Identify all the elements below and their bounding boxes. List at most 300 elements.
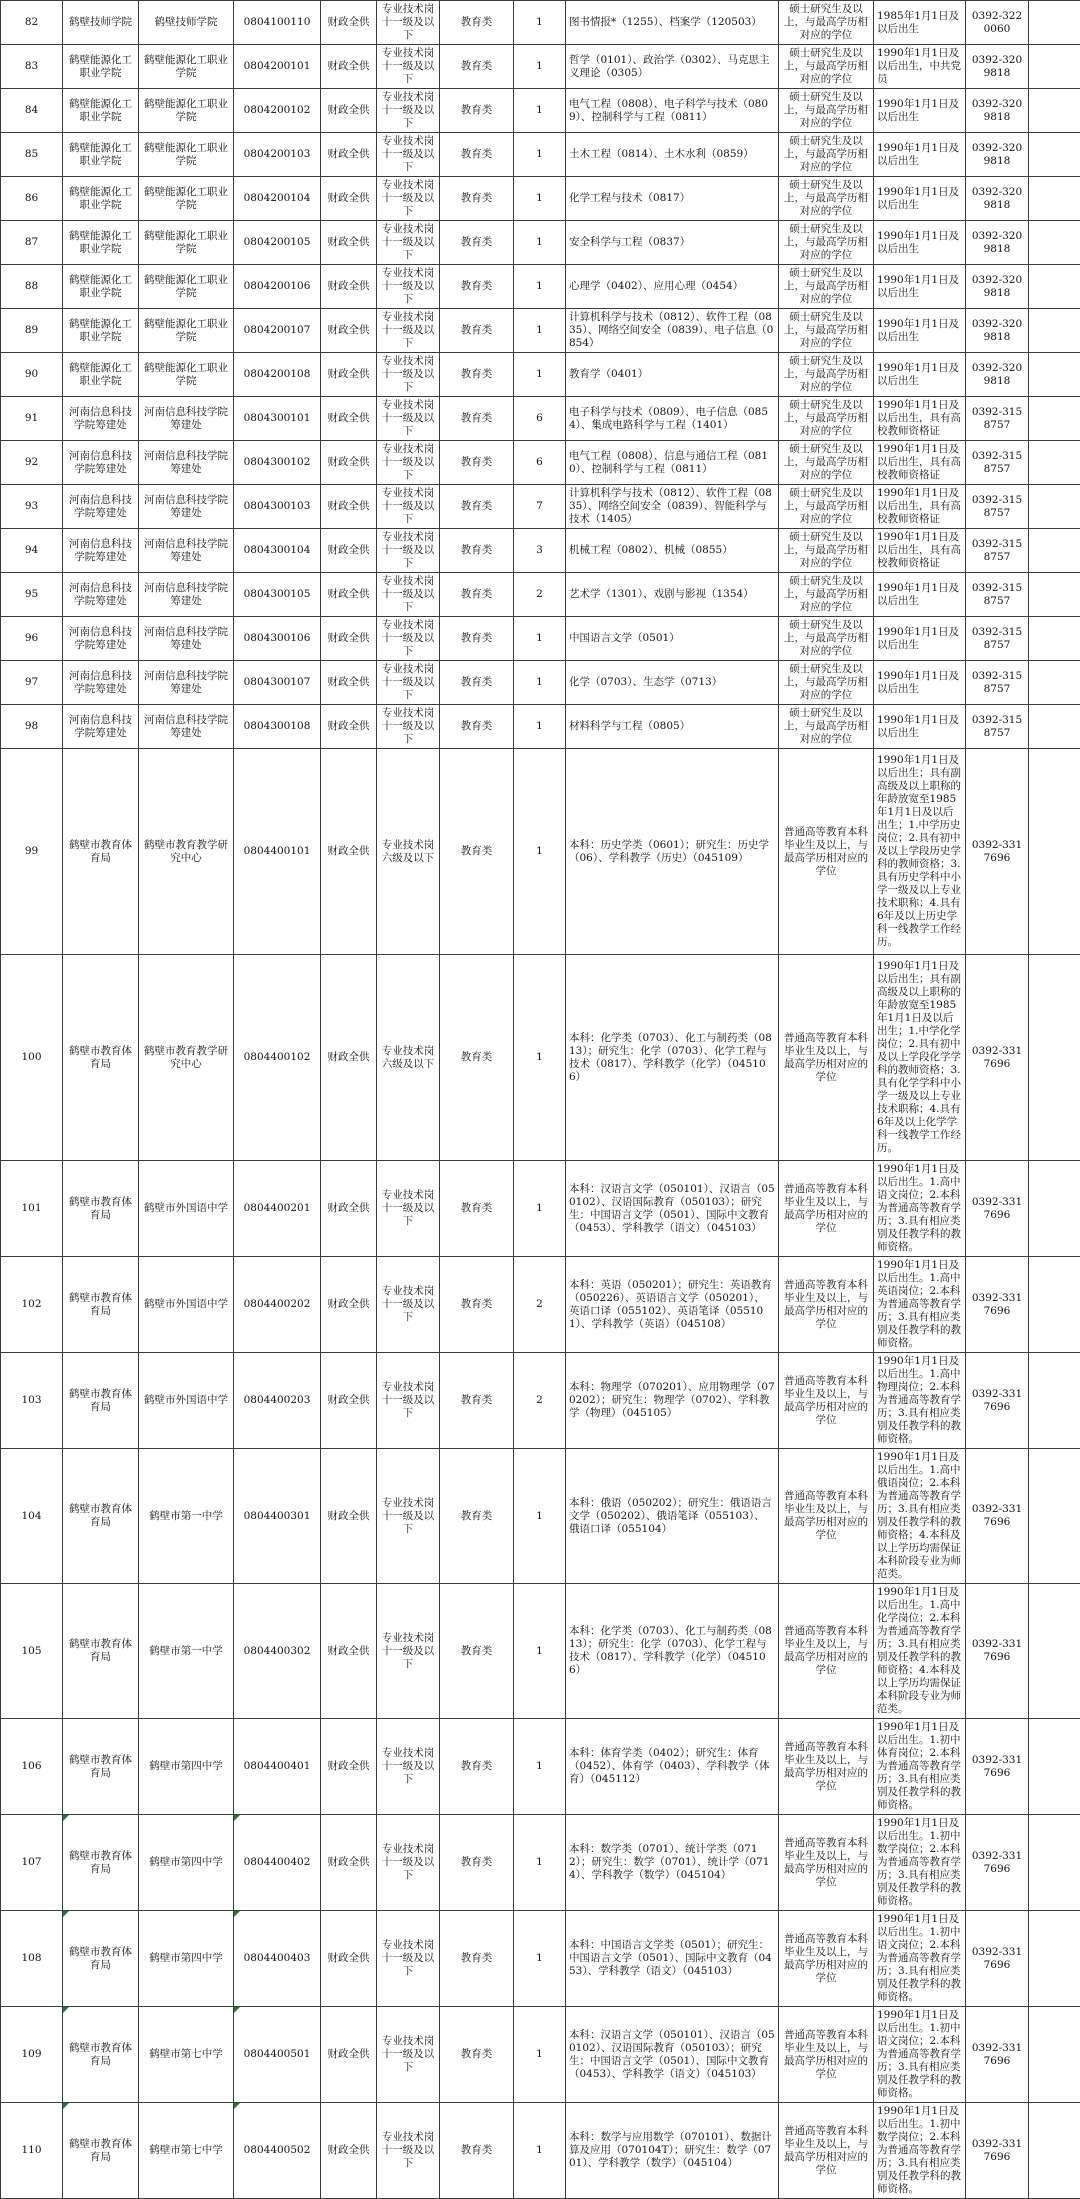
position-level-cell: 专业技术岗十一级及以下 [377, 1815, 440, 1911]
position-level-cell: 专业技术岗十一级及以下 [377, 1911, 440, 2007]
contact-phone-cell: 0392-3209818 [966, 309, 1029, 353]
position-category-cell: 教育类 [440, 617, 514, 661]
hiring-unit-cell: 河南信息科技学院筹建处 [139, 705, 234, 749]
position-level-cell: 专业技术岗十一级及以下 [377, 617, 440, 661]
position-category-cell: 教育类 [440, 573, 514, 617]
hiring-unit-cell: 鹤壁能源化工职业学院 [139, 177, 234, 221]
remarks-cell [1029, 45, 1080, 89]
required-major-cell: 教育学（0401） [566, 353, 779, 397]
hiring-unit-cell: 鹤壁市第四中学 [139, 1719, 234, 1815]
remarks-cell [1029, 705, 1080, 749]
position-category-cell: 教育类 [440, 1911, 514, 2007]
funding-type-cell: 财政全供 [321, 1, 377, 45]
department-cell: 鹤壁能源化工职业学院 [63, 353, 139, 397]
position-level-cell: 专业技术岗十一级及以下 [377, 1257, 440, 1353]
headcount-cell: 1 [514, 1584, 566, 1719]
education-requirement-cell: 硕士研究生及以上，与最高学历相对应的学位 [779, 265, 874, 309]
headcount-cell: 6 [514, 441, 566, 485]
position-category-cell: 教育类 [440, 1815, 514, 1911]
table-row [1, 133, 1080, 177]
hiring-unit-cell: 河南信息科技学院筹建处 [139, 661, 234, 705]
table-row [1, 1911, 1080, 2007]
hiring-unit-cell: 鹤壁能源化工职业学院 [139, 221, 234, 265]
row-number-cell: 94 [1, 529, 63, 573]
position-code-cell: 0804300101 [234, 397, 321, 441]
contact-phone-cell: 0392-3209818 [966, 45, 1029, 89]
other-requirements-cell: 1990年1月1日及以后出生，具有高校教师资格证 [874, 529, 966, 573]
position-category-cell: 教育类 [440, 441, 514, 485]
row-number-cell: 110 [1, 2103, 63, 2199]
contact-phone-cell: 0392-3209818 [966, 133, 1029, 177]
table-row [1, 221, 1080, 265]
education-requirement-cell: 普通高等教育本科毕业生及以上，与最高学历相对应的学位 [779, 1719, 874, 1815]
funding-type-cell: 财政全供 [321, 1815, 377, 1911]
row-number-cell: 96 [1, 617, 63, 661]
contact-phone-cell: 0392-3158757 [966, 441, 1029, 485]
remarks-cell [1029, 573, 1080, 617]
remarks-cell [1029, 1815, 1080, 1911]
other-requirements-cell: 1990年1月1日及以后出生 [874, 661, 966, 705]
education-requirement-cell: 硕士研究生及以上，与最高学历相对应的学位 [779, 221, 874, 265]
hiring-unit-cell: 鹤壁能源化工职业学院 [139, 353, 234, 397]
education-requirement-cell: 硕士研究生及以上，与最高学历相对应的学位 [779, 353, 874, 397]
contact-phone-cell: 0392-3317696 [966, 2103, 1029, 2199]
funding-type-cell: 财政全供 [321, 1911, 377, 2007]
department-cell: 鹤壁能源化工职业学院 [63, 89, 139, 133]
department-cell: 鹤壁能源化工职业学院 [63, 133, 139, 177]
education-requirement-cell: 普通高等教育本科毕业生及以上，与最高学历相对应的学位 [779, 749, 874, 955]
contact-phone-cell: 0392-3317696 [966, 955, 1029, 1161]
table-row [1, 1815, 1080, 1911]
table-row [1, 1257, 1080, 1353]
position-code-cell: 0804100110 [234, 1, 321, 45]
remarks-cell [1029, 265, 1080, 309]
row-number-cell: 107 [1, 1815, 63, 1911]
funding-type-cell: 财政全供 [321, 397, 377, 441]
position-category-cell: 教育类 [440, 309, 514, 353]
funding-type-cell: 财政全供 [321, 133, 377, 177]
hiring-unit-cell: 鹤壁技师学院 [139, 1, 234, 45]
position-category-cell: 教育类 [440, 705, 514, 749]
required-major-cell: 本科：体育学类（0402）；研究生：体育（0452）、体育学（0403）、学科教学（体育）（045112） [566, 1719, 779, 1815]
department-cell: 河南信息科技学院筹建处 [63, 441, 139, 485]
funding-type-cell: 财政全供 [321, 705, 377, 749]
required-major-cell: 本科：历史学类（0601）；研究生：历史学（06）、学科教学（历史）（045109） [566, 749, 779, 955]
contact-phone-cell: 0392-3209818 [966, 221, 1029, 265]
position-code-cell: 0804300106 [234, 617, 321, 661]
remarks-cell [1029, 1, 1080, 45]
position-level-cell: 专业技术岗六级及以下 [377, 749, 440, 955]
department-cell: 鹤壁市教育体育局 [63, 955, 139, 1161]
position-code-cell: 0804200107 [234, 309, 321, 353]
other-requirements-cell: 1990年1月1日及以后出生 [874, 265, 966, 309]
hiring-unit-cell: 鹤壁市第七中学 [139, 2007, 234, 2103]
table-row [1, 2103, 1080, 2199]
table-row [1, 1584, 1080, 1719]
table-row [1, 177, 1080, 221]
education-requirement-cell: 硕士研究生及以上，与最高学历相对应的学位 [779, 529, 874, 573]
position-category-cell: 教育类 [440, 1584, 514, 1719]
other-requirements-cell: 1990年1月1日及以后出生 [874, 705, 966, 749]
funding-type-cell: 财政全供 [321, 89, 377, 133]
headcount-cell: 1 [514, 353, 566, 397]
required-major-cell: 本科：中国语言文学类（0501）；研究生：中国语言文学（0501）、国际中文教育（0453）、学科教学（语文）（045103） [566, 1911, 779, 2007]
remarks-cell [1029, 309, 1080, 353]
other-requirements-cell: 1990年1月1日及以后出生，具有高校教师资格证 [874, 441, 966, 485]
contact-phone-cell: 0392-3317696 [966, 1719, 1029, 1815]
education-requirement-cell: 硕士研究生及以上，与最高学历相对应的学位 [779, 441, 874, 485]
headcount-cell: 1 [514, 221, 566, 265]
required-major-cell: 本科：物理学（070201）、应用物理学（070202）；研究生：物理学（0702）、学科教学（物理）（045105） [566, 1353, 779, 1449]
position-category-cell: 教育类 [440, 177, 514, 221]
hiring-unit-cell: 鹤壁市外国语中学 [139, 1353, 234, 1449]
table-row [1, 89, 1080, 133]
position-level-cell: 专业技术岗十一级及以下 [377, 1, 440, 45]
funding-type-cell: 财政全供 [321, 485, 377, 529]
table-row [1, 1449, 1080, 1584]
contact-phone-cell: 0392-3209818 [966, 265, 1029, 309]
row-number-cell: 83 [1, 45, 63, 89]
department-cell: 河南信息科技学院筹建处 [63, 573, 139, 617]
other-requirements-cell: 1990年1月1日及以后出生。1.初中数学岗位；2.本科为普通高等教育学历；3.具有相应类别及任教学科的教师资格。 [874, 1815, 966, 1911]
other-requirements-cell: 1990年1月1日及以后出生 [874, 221, 966, 265]
contact-phone-cell: 0392-3209818 [966, 89, 1029, 133]
position-level-cell: 专业技术岗十一级及以下 [377, 441, 440, 485]
department-cell: 河南信息科技学院筹建处 [63, 485, 139, 529]
position-level-cell: 专业技术岗十一级及以下 [377, 529, 440, 573]
education-requirement-cell: 硕士研究生及以上，与最高学历相对应的学位 [779, 485, 874, 529]
row-number-cell: 92 [1, 441, 63, 485]
position-code-cell: 0804400401 [234, 1719, 321, 1815]
position-code-cell: 0804200103 [234, 133, 321, 177]
position-category-cell: 教育类 [440, 265, 514, 309]
remarks-cell [1029, 1449, 1080, 1584]
funding-type-cell: 财政全供 [321, 1161, 377, 1257]
remarks-cell [1029, 397, 1080, 441]
hiring-unit-cell: 鹤壁能源化工职业学院 [139, 265, 234, 309]
other-requirements-cell: 1990年1月1日及以后出生。1.高中化学岗位；2.本科为普通高等教育学历；3.具有相应类别及任教学科的教师资格；4.本科及以上学历均需保证本科阶段专业为师范类。 [874, 1584, 966, 1719]
row-number-cell: 106 [1, 1719, 63, 1815]
education-requirement-cell: 普通高等教育本科毕业生及以上，与最高学历相对应的学位 [779, 1257, 874, 1353]
row-number-cell: 104 [1, 1449, 63, 1584]
required-major-cell: 本科：数学类（0701）、统计学类（0712）；研究生：数学（0701）、统计学（0714）、学科教学（数学）（045104） [566, 1815, 779, 1911]
headcount-cell: 2 [514, 1257, 566, 1353]
other-requirements-cell: 1990年1月1日及以后出生。1.初中体育岗位；2.本科为普通高等教育学历；3.具有相应类别及任教学科的教师资格。 [874, 1719, 966, 1815]
hiring-unit-cell: 河南信息科技学院筹建处 [139, 397, 234, 441]
education-requirement-cell: 普通高等教育本科毕业生及以上，与最高学历相对应的学位 [779, 1815, 874, 1911]
funding-type-cell: 财政全供 [321, 2103, 377, 2199]
position-code-cell: 0804400101 [234, 749, 321, 955]
education-requirement-cell: 普通高等教育本科毕业生及以上，与最高学历相对应的学位 [779, 1449, 874, 1584]
position-category-cell: 教育类 [440, 2103, 514, 2199]
funding-type-cell: 财政全供 [321, 1449, 377, 1584]
position-category-cell: 教育类 [440, 133, 514, 177]
remarks-cell [1029, 133, 1080, 177]
row-number-cell: 99 [1, 749, 63, 955]
funding-type-cell: 财政全供 [321, 309, 377, 353]
position-level-cell: 专业技术岗十一级及以下 [377, 705, 440, 749]
department-cell: 鹤壁市教育体育局 [63, 749, 139, 955]
other-requirements-cell: 1990年1月1日及以后出生 [874, 617, 966, 661]
row-number-cell: 89 [1, 309, 63, 353]
other-requirements-cell: 1990年1月1日及以后出生。1.初中语文岗位；2.本科为普通高等教育学历；3.具有相应类别及任教学科的教师资格。 [874, 2007, 966, 2103]
position-level-cell: 专业技术岗十一级及以下 [377, 221, 440, 265]
required-major-cell: 安全科学与工程（0837） [566, 221, 779, 265]
required-major-cell: 电气工程（0808）、电子科学与技术（0809）、控制科学与工程（0811） [566, 89, 779, 133]
department-cell: 鹤壁市教育体育局 [63, 1353, 139, 1449]
remarks-cell [1029, 749, 1080, 955]
table-row [1, 441, 1080, 485]
required-major-cell: 机械工程（0802）、机械（0855） [566, 529, 779, 573]
position-level-cell: 专业技术岗十一级及以下 [377, 1161, 440, 1257]
row-number-cell: 95 [1, 573, 63, 617]
required-major-cell: 本科：汉语言文学（050101）、汉语言（050102）、汉语国际教育（050103）；研究生：中国语言文学（0501）、国际中文教育（0453）、学科教学（语文）（045103） [566, 2007, 779, 2103]
position-category-cell: 教育类 [440, 485, 514, 529]
table-row [1, 529, 1080, 573]
position-category-cell: 教育类 [440, 1449, 514, 1584]
hiring-unit-cell: 鹤壁能源化工职业学院 [139, 133, 234, 177]
hiring-unit-cell: 河南信息科技学院筹建处 [139, 485, 234, 529]
education-requirement-cell: 普通高等教育本科毕业生及以上，与最高学历相对应的学位 [779, 2103, 874, 2199]
position-category-cell: 教育类 [440, 661, 514, 705]
table-row [1, 617, 1080, 661]
funding-type-cell: 财政全供 [321, 661, 377, 705]
headcount-cell: 1 [514, 265, 566, 309]
funding-type-cell: 财政全供 [321, 45, 377, 89]
position-level-cell: 专业技术岗十一级及以下 [377, 661, 440, 705]
position-code-cell: 0804400301 [234, 1449, 321, 1584]
position-code-cell: 0804300105 [234, 573, 321, 617]
hiring-unit-cell: 河南信息科技学院筹建处 [139, 617, 234, 661]
hiring-unit-cell: 鹤壁市第四中学 [139, 1815, 234, 1911]
hiring-unit-cell: 鹤壁市教育教学研究中心 [139, 749, 234, 955]
position-level-cell: 专业技术岗十一级及以下 [377, 309, 440, 353]
row-number-cell: 100 [1, 955, 63, 1161]
remarks-cell [1029, 1584, 1080, 1719]
funding-type-cell: 财政全供 [321, 1257, 377, 1353]
headcount-cell: 1 [514, 2007, 566, 2103]
hiring-unit-cell: 鹤壁能源化工职业学院 [139, 89, 234, 133]
funding-type-cell: 财政全供 [321, 353, 377, 397]
position-category-cell: 教育类 [440, 221, 514, 265]
required-major-cell: 化学（0703）、生态学（0713） [566, 661, 779, 705]
funding-type-cell: 财政全供 [321, 617, 377, 661]
contact-phone-cell: 0392-3158757 [966, 529, 1029, 573]
department-cell: 河南信息科技学院筹建处 [63, 705, 139, 749]
contact-phone-cell: 0392-3317696 [966, 1911, 1029, 2007]
position-category-cell: 教育类 [440, 529, 514, 573]
position-code-cell: 0804300107 [234, 661, 321, 705]
position-level-cell: 专业技术岗十一级及以下 [377, 2103, 440, 2199]
position-level-cell: 专业技术岗十一级及以下 [377, 485, 440, 529]
positions-table-body [1, 1, 1080, 2199]
remarks-cell [1029, 2007, 1080, 2103]
contact-phone-cell: 0392-3158757 [966, 485, 1029, 529]
department-cell: 鹤壁市教育体育局 [63, 1161, 139, 1257]
headcount-cell: 6 [514, 397, 566, 441]
position-level-cell: 专业技术岗十一级及以下 [377, 133, 440, 177]
other-requirements-cell: 1990年1月1日及以后出生。1.初中语文岗位；2.本科为普通高等教育学历；3.具有相应类别及任教学科的教师资格。 [874, 1911, 966, 2007]
other-requirements-cell: 1990年1月1日及以后出生。1.高中英语岗位；2.本科为普通高等教育学历；3.具有相应类别及任教学科的教师资格。 [874, 1257, 966, 1353]
row-number-cell: 105 [1, 1584, 63, 1719]
headcount-cell: 1 [514, 1911, 566, 2007]
position-category-cell: 教育类 [440, 955, 514, 1161]
required-major-cell: 图书情报*（1255）、档案学（120503） [566, 1, 779, 45]
contact-phone-cell: 0392-3317696 [966, 1449, 1029, 1584]
contact-phone-cell: 0392-3158757 [966, 661, 1029, 705]
position-category-cell: 教育类 [440, 1, 514, 45]
remarks-cell [1029, 485, 1080, 529]
education-requirement-cell: 硕士研究生及以上，与最高学历相对应的学位 [779, 45, 874, 89]
headcount-cell: 1 [514, 1449, 566, 1584]
required-major-cell: 心理学（0402）、应用心理（0454） [566, 265, 779, 309]
headcount-cell: 1 [514, 89, 566, 133]
headcount-cell: 1 [514, 309, 566, 353]
row-number-cell: 98 [1, 705, 63, 749]
row-number-cell: 82 [1, 1, 63, 45]
position-code-cell: 0804200101 [234, 45, 321, 89]
hiring-unit-cell: 鹤壁市外国语中学 [139, 1257, 234, 1353]
position-code-cell: 0804400203 [234, 1353, 321, 1449]
contact-phone-cell: 0392-3317696 [966, 1257, 1029, 1353]
funding-type-cell: 财政全供 [321, 1584, 377, 1719]
required-major-cell: 电子科学与技术（0809）、电子信息（0854）、集成电路科学与工程（1401） [566, 397, 779, 441]
remarks-cell [1029, 617, 1080, 661]
contact-phone-cell: 0392-3158757 [966, 705, 1029, 749]
position-level-cell: 专业技术岗十一级及以下 [377, 1449, 440, 1584]
other-requirements-cell: 1990年1月1日及以后出生；具有副高级及以上职称的年龄放宽至1985年1月1日及以后出生；1.中学历史岗位；2.具有初中及以上学段历史学科的教师资格；3.具有历史学科中小学一级及以上专业技术职称；4.具有6年及以上历史学科一线教学工作经历。 [874, 749, 966, 955]
hiring-unit-cell: 河南信息科技学院筹建处 [139, 573, 234, 617]
funding-type-cell: 财政全供 [321, 529, 377, 573]
department-cell: 鹤壁市教育体育局 [63, 1449, 139, 1584]
position-code-cell: 0804400502 [234, 2103, 321, 2199]
department-cell: 鹤壁能源化工职业学院 [63, 45, 139, 89]
remarks-cell [1029, 177, 1080, 221]
education-requirement-cell: 普通高等教育本科毕业生及以上，与最高学历相对应的学位 [779, 1584, 874, 1719]
position-code-cell: 0804400202 [234, 1257, 321, 1353]
row-number-cell: 91 [1, 397, 63, 441]
row-number-cell: 88 [1, 265, 63, 309]
table-row [1, 1353, 1080, 1449]
table-row [1, 749, 1080, 955]
department-cell: 鹤壁市教育体育局 [63, 1815, 139, 1911]
row-number-cell: 85 [1, 133, 63, 177]
position-code-cell: 0804200106 [234, 265, 321, 309]
remarks-cell [1029, 221, 1080, 265]
contact-phone-cell: 0392-3158757 [966, 573, 1029, 617]
contact-phone-cell: 0392-3158757 [966, 617, 1029, 661]
required-major-cell: 计算机科学与技术（0812）、软件工程（0835）、网络空间安全（0839）、智能科学与技术（1405） [566, 485, 779, 529]
department-cell: 河南信息科技学院筹建处 [63, 617, 139, 661]
contact-phone-cell: 0392-3317696 [966, 1815, 1029, 1911]
position-level-cell: 专业技术岗十一级及以下 [377, 265, 440, 309]
remarks-cell [1029, 2103, 1080, 2199]
table-row [1, 485, 1080, 529]
department-cell: 鹤壁能源化工职业学院 [63, 265, 139, 309]
education-requirement-cell: 普通高等教育本科毕业生及以上，与最高学历相对应的学位 [779, 1911, 874, 2007]
table-row [1, 573, 1080, 617]
other-requirements-cell: 1990年1月1日及以后出生。1.高中物理岗位；2.本科为普通高等教育学历；3.具有相应类别及任教学科的教师资格。 [874, 1353, 966, 1449]
headcount-cell: 2 [514, 1353, 566, 1449]
education-requirement-cell: 普通高等教育本科毕业生及以上，与最高学历相对应的学位 [779, 1161, 874, 1257]
row-number-cell: 93 [1, 485, 63, 529]
department-cell: 鹤壁能源化工职业学院 [63, 309, 139, 353]
hiring-unit-cell: 鹤壁市第四中学 [139, 1911, 234, 2007]
education-requirement-cell: 普通高等教育本科毕业生及以上，与最高学历相对应的学位 [779, 1353, 874, 1449]
table-row [1, 1719, 1080, 1815]
hiring-unit-cell: 鹤壁市第一中学 [139, 1584, 234, 1719]
row-number-cell: 97 [1, 661, 63, 705]
table-row [1, 2007, 1080, 2103]
contact-phone-cell: 0392-3158757 [966, 397, 1029, 441]
department-cell: 鹤壁市教育体育局 [63, 1584, 139, 1719]
funding-type-cell: 财政全供 [321, 1353, 377, 1449]
required-major-cell: 本科：化学类（0703）、化工与制药类（0813）；研究生：化学（0703）、化学工程与技术（0817）、学科教学（化学）（045106） [566, 955, 779, 1161]
remarks-cell [1029, 661, 1080, 705]
position-code-cell: 0804200105 [234, 221, 321, 265]
headcount-cell: 1 [514, 1161, 566, 1257]
table-row [1, 397, 1080, 441]
position-code-cell: 0804400302 [234, 1584, 321, 1719]
contact-phone-cell: 0392-3209818 [966, 353, 1029, 397]
remarks-cell [1029, 1911, 1080, 2007]
other-requirements-cell: 1990年1月1日及以后出生，具有高校教师资格证 [874, 485, 966, 529]
position-level-cell: 专业技术岗十一级及以下 [377, 1719, 440, 1815]
hiring-unit-cell: 鹤壁能源化工职业学院 [139, 45, 234, 89]
funding-type-cell: 财政全供 [321, 2007, 377, 2103]
required-major-cell: 本科：数学与应用数学（070101）、数据计算及应用（070104T）；研究生：数学（0701）、学科教学（数学）（045104） [566, 2103, 779, 2199]
hiring-unit-cell: 鹤壁能源化工职业学院 [139, 309, 234, 353]
education-requirement-cell: 硕士研究生及以上，与最高学历相对应的学位 [779, 705, 874, 749]
education-requirement-cell: 硕士研究生及以上，与最高学历相对应的学位 [779, 661, 874, 705]
department-cell: 鹤壁市教育体育局 [63, 2007, 139, 2103]
position-level-cell: 专业技术岗十一级及以下 [377, 45, 440, 89]
contact-phone-cell: 0392-3317696 [966, 1161, 1029, 1257]
contact-phone-cell: 0392-3317696 [966, 749, 1029, 955]
headcount-cell: 1 [514, 749, 566, 955]
position-category-cell: 教育类 [440, 1719, 514, 1815]
education-requirement-cell: 普通高等教育本科毕业生及以上，与最高学历相对应的学位 [779, 2007, 874, 2103]
funding-type-cell: 财政全供 [321, 177, 377, 221]
funding-type-cell: 财政全供 [321, 955, 377, 1161]
position-code-cell: 0804400402 [234, 1815, 321, 1911]
other-requirements-cell: 1990年1月1日及以后出生 [874, 309, 966, 353]
department-cell: 鹤壁市教育体育局 [63, 1911, 139, 2007]
table-row [1, 955, 1080, 1161]
position-code-cell: 0804200108 [234, 353, 321, 397]
position-code-cell: 0804300103 [234, 485, 321, 529]
required-major-cell: 哲学（0101）、政治学（0302）、马克思主义理论（0305） [566, 45, 779, 89]
hiring-unit-cell: 河南信息科技学院筹建处 [139, 441, 234, 485]
funding-type-cell: 财政全供 [321, 221, 377, 265]
department-cell: 鹤壁能源化工职业学院 [63, 177, 139, 221]
funding-type-cell: 财政全供 [321, 1719, 377, 1815]
other-requirements-cell: 1990年1月1日及以后出生。1.高中俄语岗位；2.本科为普通高等教育学历；3.具有相应类别及任教学科的教师资格；4.本科及以上学历均需保证本科阶段专业为师范类。 [874, 1449, 966, 1584]
hiring-unit-cell: 鹤壁市外国语中学 [139, 1161, 234, 1257]
education-requirement-cell: 普通高等教育本科毕业生及以上，与最高学历相对应的学位 [779, 955, 874, 1161]
headcount-cell: 1 [514, 1, 566, 45]
department-cell: 河南信息科技学院筹建处 [63, 661, 139, 705]
education-requirement-cell: 硕士研究生及以上，与最高学历相对应的学位 [779, 133, 874, 177]
other-requirements-cell: 1990年1月1日及以后出生 [874, 573, 966, 617]
required-major-cell: 本科：英语（050201）；研究生：英语教育（050226）、英语语言文学（050201）、英语口译（055102）、英语笔译（055101）、学科教学（英语）（045108） [566, 1257, 779, 1353]
other-requirements-cell: 1990年1月1日及以后出生；具有副高级及以上职称的年龄放宽至1985年1月1日及以后出生；1.中学化学岗位；2.具有初中及以上学段化学学科的教师资格；3.具有化学学科中小学一级及以上专业技术职称；4.具有6年及以上化学学科一线教学工作经历。 [874, 955, 966, 1161]
position-code-cell: 0804200104 [234, 177, 321, 221]
position-code-cell: 0804200102 [234, 89, 321, 133]
remarks-cell [1029, 353, 1080, 397]
contact-phone-cell: 0392-3209818 [966, 177, 1029, 221]
position-category-cell: 教育类 [440, 1257, 514, 1353]
